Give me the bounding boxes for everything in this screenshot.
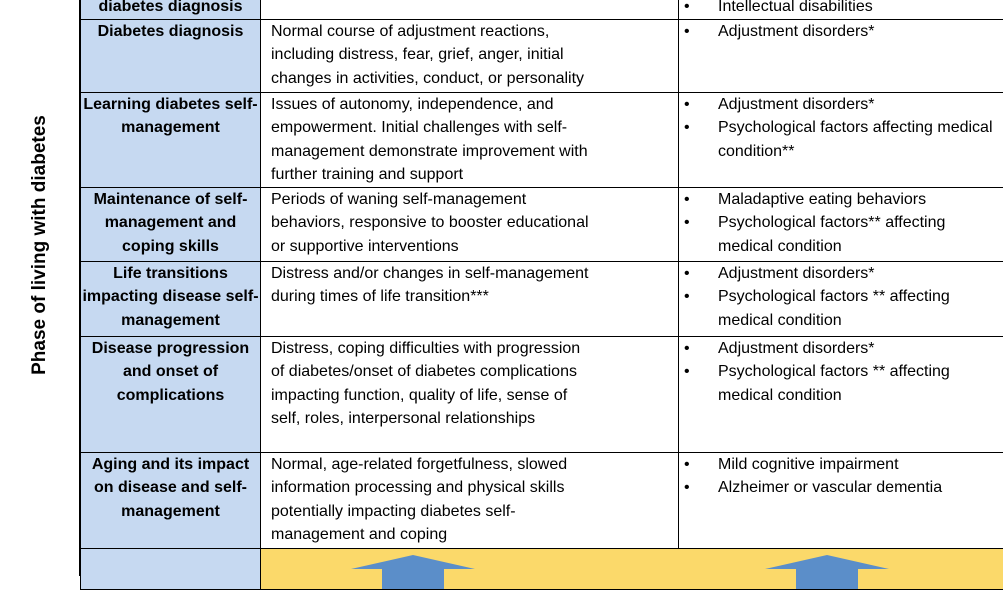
description-line: management and coping <box>271 523 672 547</box>
description-line: of diabetes/onset of diabetes complications <box>271 360 672 384</box>
disorders-cell <box>679 92 1003 187</box>
description-cell <box>261 0 679 19</box>
phase-cell: Diabetes diagnosis <box>81 19 261 92</box>
phase-cell: Learning diabetes self-management <box>81 92 261 187</box>
description-line: Periods of waning self-management <box>271 188 672 212</box>
description-line: behaviors, responsive to booster educational <box>271 211 672 235</box>
description-line: empowerment. Initial challenges with self- <box>271 116 672 140</box>
disorder-item: • Intellectual disabilities <box>679 0 1003 19</box>
disorder-item: • Psychological factors** affecting medical condition <box>679 211 1003 258</box>
up-arrow-icon <box>765 555 889 590</box>
description-line: changes in activities, conduct, or personality <box>271 67 672 91</box>
table-row <box>81 92 1003 187</box>
description-cell <box>261 187 679 261</box>
disorder-item: • Adjustment disorders* <box>679 262 1003 286</box>
description-line: Distress, coping difficulties with progression <box>271 337 672 361</box>
disorders-cell <box>679 187 1003 261</box>
side-title <box>0 0 80 576</box>
phase-cell: Maintenance of self-management and coping skills <box>81 187 261 261</box>
phase-cell: Aging and its impact on disease and self-management <box>81 452 261 548</box>
disorder-item: • Psychological factors ** affecting medical condition <box>679 285 1003 332</box>
table-row <box>81 0 1003 19</box>
description-cell <box>261 261 679 336</box>
disorder-item: • Mild cognitive impairment <box>679 453 1003 477</box>
phase-cell: Life transitions impacting disease self-management <box>81 261 261 336</box>
description-cell <box>261 452 679 548</box>
description-line: further training and support <box>271 163 672 187</box>
disorder-item: • Alzheimer or vascular dementia <box>679 476 1003 500</box>
disorder-item: • Adjustment disorders* <box>679 93 1003 117</box>
phase-table <box>80 0 1003 590</box>
disorders-cell <box>679 336 1003 452</box>
table-row <box>81 548 1003 589</box>
description-line: or supportive interventions <box>271 235 672 259</box>
description-line: management demonstrate improvement with <box>271 140 672 164</box>
description-line: impacting function, quality of life, sense of <box>271 384 672 408</box>
disorders-cell <box>679 452 1003 548</box>
table-row <box>81 452 1003 548</box>
description-cell <box>261 92 679 187</box>
description-line: Issues of autonomy, independence, and <box>271 93 672 117</box>
description-line: including distress, fear, grief, anger, initial <box>271 43 672 67</box>
description-line: Normal, age-related forgetfulness, slowed <box>271 453 672 477</box>
disorder-item: • Psychological factors ** affecting medical condition <box>679 360 1003 407</box>
disorder-item: • Maladaptive eating behaviors <box>679 188 1003 212</box>
table-row <box>81 261 1003 336</box>
description-line: self, roles, interpersonal relationships <box>271 407 672 431</box>
disorder-item: • Psychological factors affecting medical condition** <box>679 116 1003 163</box>
table-row <box>81 187 1003 261</box>
description-line: Normal course of adjustment reactions, <box>271 20 672 44</box>
description-line: potentially impacting diabetes self- <box>271 500 672 524</box>
disorders-cell <box>679 19 1003 92</box>
highlight-band <box>261 548 1003 589</box>
side-title-text: Phase of living with diabetes <box>29 115 51 375</box>
phase-cell: diabetes diagnosis <box>81 0 261 19</box>
disorders-cell <box>679 0 1003 19</box>
description-cell <box>261 336 679 452</box>
up-arrow-icon <box>351 555 475 590</box>
table-row <box>81 19 1003 92</box>
table-row <box>81 336 1003 452</box>
disorder-item: • Adjustment disorders* <box>679 20 1003 44</box>
description-cell <box>261 19 679 92</box>
description-line: information processing and physical skills <box>271 476 672 500</box>
disorder-item: • Adjustment disorders* <box>679 337 1003 361</box>
phase-cell-empty <box>81 548 261 589</box>
description-line: Distress and/or changes in self-management <box>271 262 672 286</box>
description-line: during times of life transition*** <box>271 285 672 309</box>
phase-cell: Disease progression and onset of complications <box>81 336 261 452</box>
disorders-cell <box>679 261 1003 336</box>
